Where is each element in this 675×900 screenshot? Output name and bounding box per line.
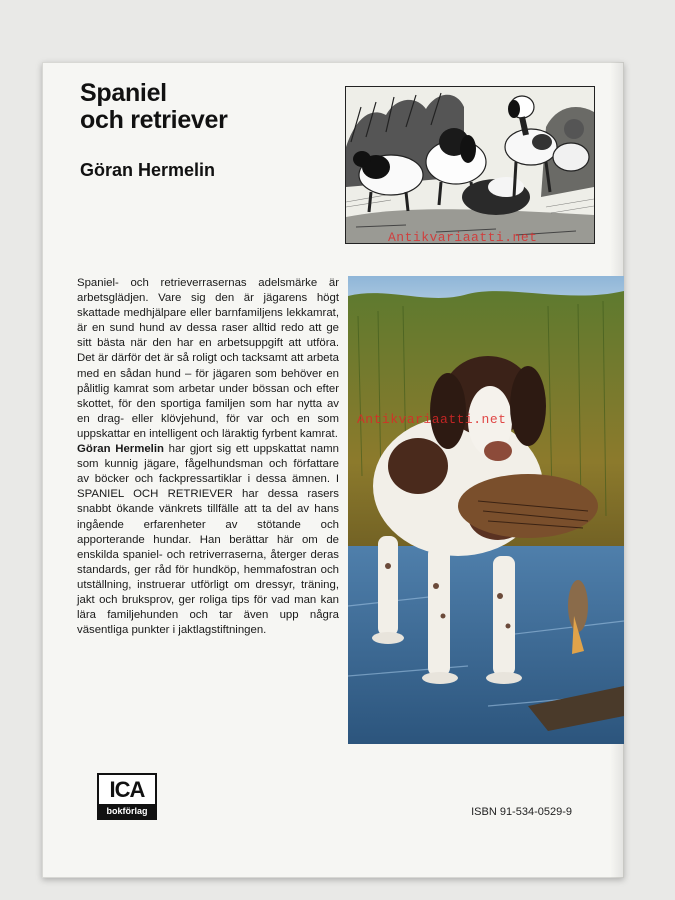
- title-line-1: Spaniel: [80, 79, 167, 107]
- engraving-graphic: [346, 87, 594, 243]
- springer-spaniel-photo: [348, 276, 624, 744]
- blurb-rest: har gjort sig ett uppskattat namn som kunnig jägare, fågelhundsman och författare av böcker och fackpressartiklar i dessa ämnen. I SPANIEL OCH RETRIEVER har dessa rasers snabbt ökande vänkrets tillfälle att ta del av hans ingående erfarenheter av stötande och apporterande hundar. Han berättar här om de enskilda spaniel- och retriverraserna, återger deras standards, ger råd för hundköp, hemmafostran och utställning, instruerar utförligt om dressyr, träning, jakt och bruksprov, ger roliga tips för vad man kan lära familjehunden och tar även upp några väsentliga punkter i jaktlagstiftningen.: [77, 443, 340, 637]
- watermark-text-top: Antikvariaatti.net: [388, 230, 538, 245]
- ica-bokforlag-logo: [97, 773, 157, 820]
- isbn-number: ISBN 91-534-0529-9: [471, 806, 572, 818]
- blurb-author-name: Göran Hermelin: [77, 443, 164, 456]
- watermark-text: Antikvariaatti.net: [357, 412, 507, 427]
- author-name: Göran Hermelin: [80, 160, 216, 180]
- back-cover-blurb: [77, 276, 339, 638]
- book-title: [80, 80, 228, 134]
- logo-bottom-text: bokförlag: [99, 804, 155, 818]
- logo-top-text: ICA: [109, 777, 145, 802]
- photo-graphic: [348, 276, 624, 744]
- spaniel-engraving-illustration: [345, 86, 595, 244]
- blurb-intro: Spaniel- och retrieverrasernas adelsmärke är arbetsglädjen. Vare sig den är jägarens högt skattade medhjälpare eller barnfamiljens lekkamrat, är en sund hund av dessa raser alltid redo att ge sitt bästa när den har en arbetsuppgift att utföra. Det är därför det är så roligt och tacksamt att arbeta med en sådan hund – för jägaren som behöver en pålitlig kamrat som arbetar under bössan och efter skottet, för den sportiga familjen som har nytta av en drag- eller klövjehund, för var och en som uppskattar en intelligent och läraktig fyrbent kamrat.: [77, 277, 339, 440]
- book-back-cover: [42, 62, 624, 878]
- title-line-2: och retriever: [80, 106, 228, 134]
